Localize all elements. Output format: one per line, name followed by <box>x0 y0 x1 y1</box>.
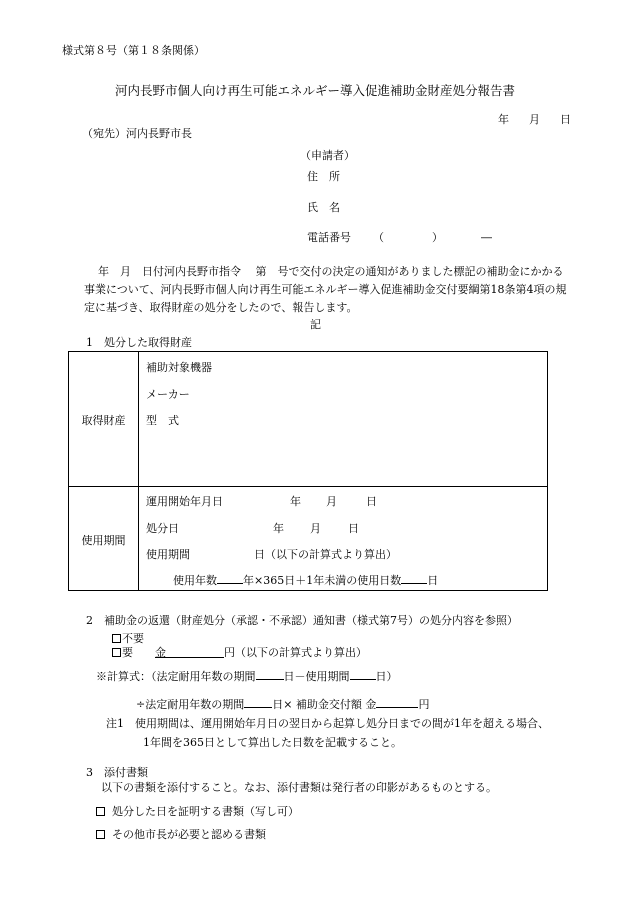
property-table <box>68 351 548 591</box>
formula-mid: 年×365日＋1年未満の使用日数 <box>243 574 402 587</box>
section1-heading: 1 処分した取得財産 <box>86 336 192 349</box>
option-yes-label: 要 <box>122 646 133 659</box>
start-date-label: 運用開始年月日 <box>146 495 223 508</box>
option-no-label: 不要 <box>122 632 144 645</box>
maker-label: メーカー <box>146 388 190 401</box>
disposal-date-row <box>146 520 359 536</box>
name-label: 氏 名 <box>307 201 340 214</box>
disposal-day: 日 <box>348 522 359 535</box>
usage-period-label: 使用期間 <box>146 548 190 561</box>
amount-suffix: 円（以下の計算式より算出） <box>224 646 367 659</box>
document-title: 河内長野市個人向け再生可能エネルギー導入促進補助金財産処分報告書 <box>114 83 515 98</box>
start-month: 月 <box>326 495 337 508</box>
formula-prefix: 使用年数 <box>173 574 217 587</box>
section3-heading: 3 添付書類 <box>86 766 148 779</box>
date-day: 日 <box>560 113 571 126</box>
checkbox-attachment-2[interactable] <box>96 830 105 839</box>
applicant-label: （申請者） <box>300 149 355 162</box>
addressee: （宛先）河内長野市長 <box>82 127 192 140</box>
calc-formula-line2: ÷法定耐用年数の期間 日× 補助金交付額 金 円 <box>136 698 430 711</box>
applicant-address-row <box>307 170 365 183</box>
model-label: 型 式 <box>146 414 179 427</box>
row-header-property: 取得財産 <box>81 414 126 427</box>
disposal-year: 年 <box>273 522 284 535</box>
attachment-item-1: 処分した日を証明する書類（写し可） <box>96 805 299 818</box>
applicant-name-row <box>307 201 365 214</box>
phone-label: 電話番号 <box>307 231 351 244</box>
disposal-month: 月 <box>310 522 321 535</box>
start-year: 年 <box>290 495 301 508</box>
applicant-phone-row <box>307 231 492 244</box>
note1-line1: 注1 使用期間は、運用開始年月日の翌日から起算し処分日までの間が1年を超える場合、 <box>106 717 549 730</box>
address-label: 住 所 <box>307 170 340 183</box>
usage-formula-row <box>173 572 438 588</box>
date-month: 月 <box>529 113 540 126</box>
start-day: 日 <box>366 495 377 508</box>
phone-dash: ― <box>481 231 492 244</box>
row-header-period: 使用期間 <box>81 534 126 547</box>
start-date-row <box>146 493 377 509</box>
option-yes-row <box>112 646 367 659</box>
phone-close: ） <box>432 231 443 244</box>
section3-text: 以下の書類を添付すること。なお、添付書類は発行者の印影があるものとする。 <box>101 781 497 794</box>
phone-open: （ <box>373 231 384 244</box>
attachment-item-2: その他市長が必要と認める書類 <box>96 828 266 841</box>
option-no-row <box>112 632 144 645</box>
date-line <box>498 113 571 126</box>
calc-formula-line1: ※計算式：（法定耐用年数の期間 日－使用期間 日） <box>96 670 398 683</box>
formula-end: 日 <box>427 574 439 587</box>
body-text: 年 月 日付河内長野市指令 第 号で交付の決定の通知がありました標記の補助金にかかる事業について、河内長野市個人向け再生可能エネルギー導入促進補助金交付要綱第18条第4項の規定に基づき、取得財産の処分をしたので、報告します。 <box>84 265 567 314</box>
usage-period-note: 日（以下の計算式より算出） <box>254 548 397 561</box>
disposal-date-label: 処分日 <box>146 522 179 535</box>
equipment-label: 補助対象機器 <box>146 361 212 374</box>
checkbox-yes[interactable] <box>112 648 121 657</box>
form-number: 様式第８号（第１８条関係） <box>62 44 205 57</box>
amount-field: 金 <box>155 646 224 658</box>
date-year: 年 <box>498 113 509 126</box>
checkbox-no[interactable] <box>112 634 121 643</box>
usage-period-row <box>146 546 397 562</box>
note1-line2: 1年間を365日として算出した日数を記載すること。 <box>143 736 402 749</box>
checkbox-attachment-1[interactable] <box>96 807 105 816</box>
ki-label: 記 <box>310 318 321 331</box>
section2-heading: 2 補助金の返還（財産処分（承認・不承認）通知書（様式第7号）の処分内容を参照） <box>86 614 518 627</box>
